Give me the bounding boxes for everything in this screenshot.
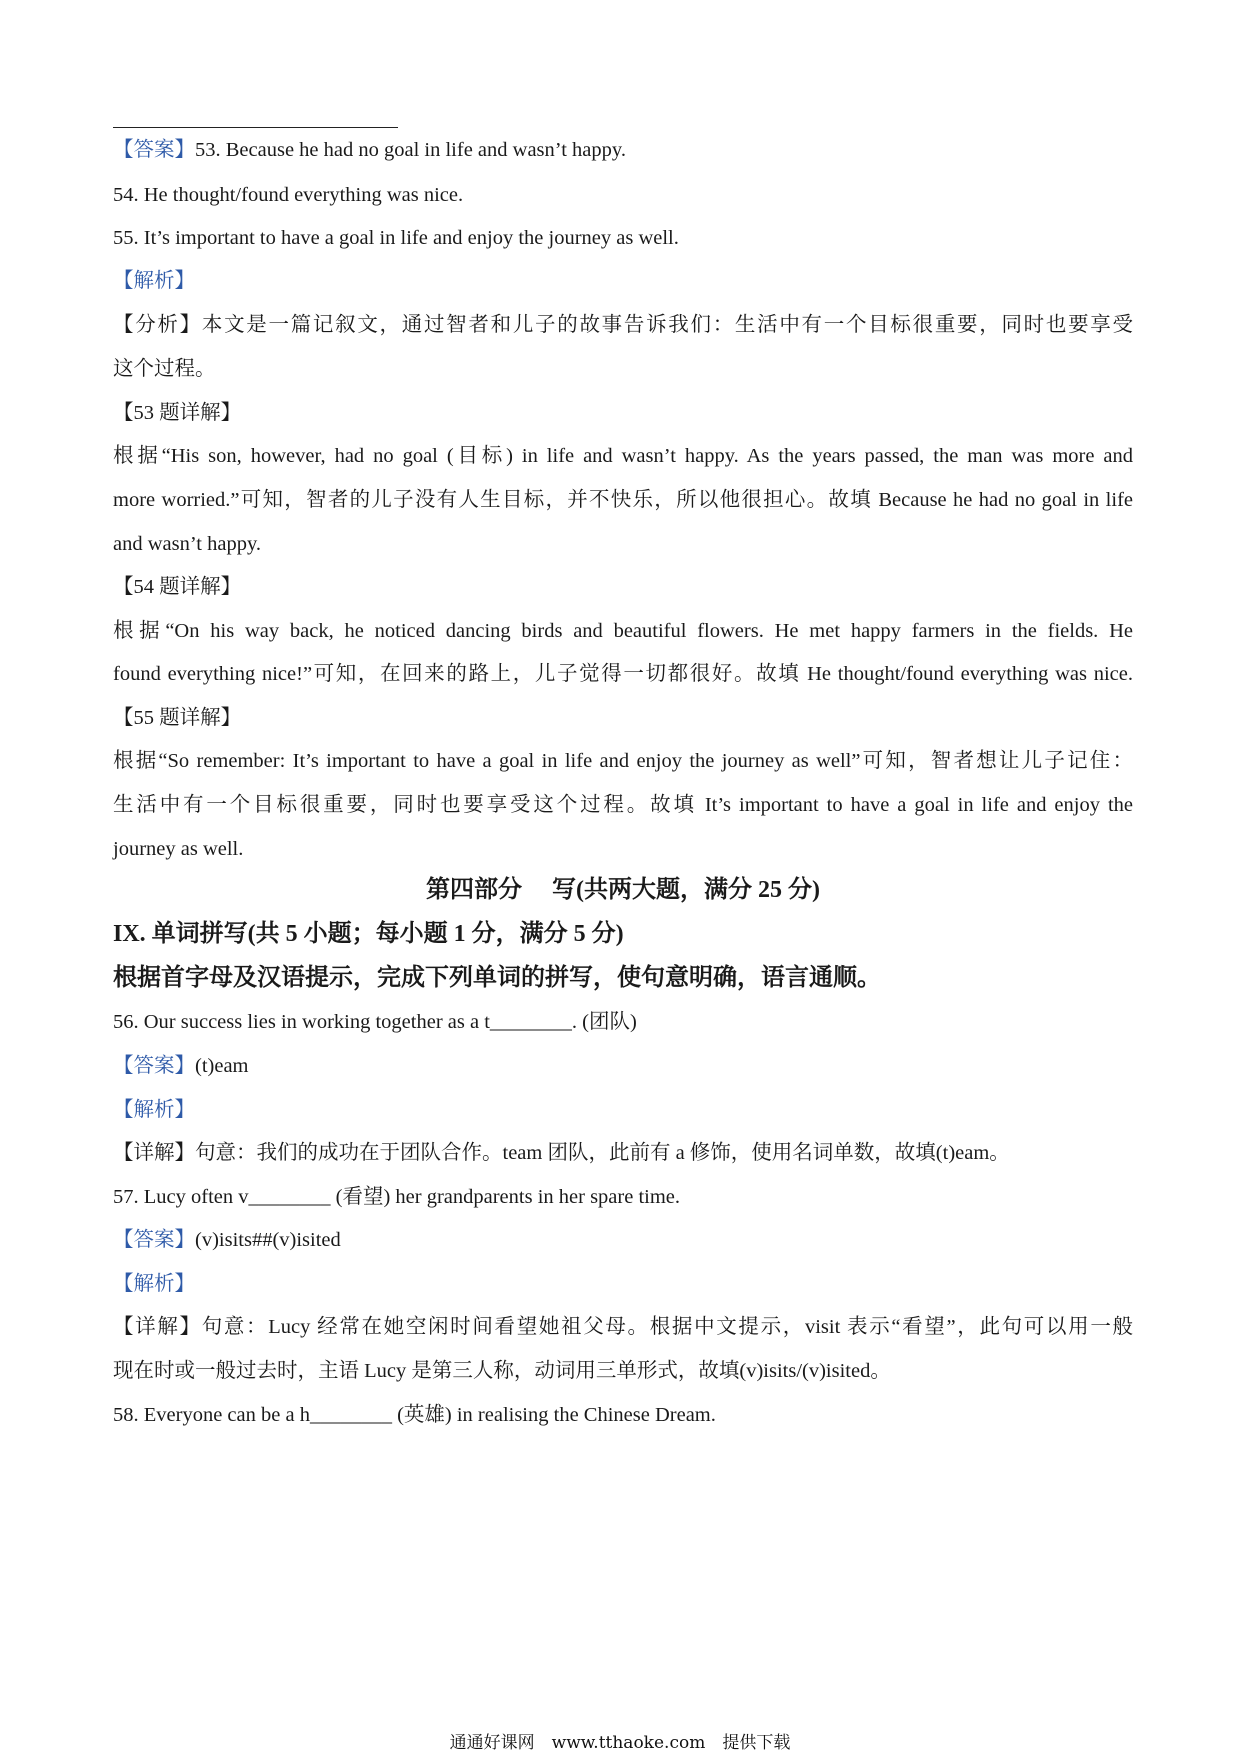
summary-label: 【分析】: [113, 314, 202, 336]
q53-detail-label: 【53 题详解】: [113, 402, 242, 424]
q55-detail-label: 【55 题详解】: [113, 707, 242, 729]
answer-label: 【答案】: [113, 139, 195, 161]
q57-answer: (v)isits##(v)isited: [195, 1229, 341, 1251]
summary-text-1: 本文是一篇记叙文，通过智者和儿子的故事告诉我们：生活中有一个目标很重要，同时也要享受: [201, 314, 1134, 336]
q55-detail-line-1: 根据“So remember: It’s important to have a goal in life and enjoy the journey as well”可知，智者想让儿子记住：: [113, 750, 1133, 772]
section-instruction: 根据首字母及汉语提示，完成下列单词的拼写，使句意明确，语言通顺。: [113, 965, 881, 991]
summary-line-2: 这个过程。: [113, 358, 216, 380]
q56-answer-line: [113, 1053, 249, 1079]
detail-label: 【详解】: [113, 1142, 195, 1164]
summary-line-1: [113, 312, 1133, 338]
answer-53-text: 53. Because he had no goal in life and wasn’t happy.: [195, 139, 626, 161]
q56-detail-line: [113, 1140, 1010, 1166]
q56-detail: 句意：我们的成功在于团队合作。team 团队，此前有 a 修饰，使用名词单数，故填(t)eam。: [195, 1142, 1010, 1164]
q57-answer-line: [113, 1227, 341, 1253]
analysis-label: 【解析】: [113, 1099, 195, 1121]
answer-54-text: 54. He thought/found everything was nice.: [113, 184, 464, 206]
q57-detail-line-1: [113, 1314, 1133, 1340]
answer-55-text: 55. It’s important to have a goal in life and enjoy the journey as well.: [113, 227, 679, 249]
section-ix-title: IX. 单词拼写(共 5 小题；每小题 1 分，满分 5 分): [113, 921, 624, 947]
q55-detail-line-2: 生活中有一个目标很重要，同时也要享受这个过程。故填 It’s important to have a goal in life and enjoy the: [113, 794, 1133, 816]
part-four-title: 第四部分 写(共两大题，满分 25 分): [426, 877, 820, 903]
q56-answer: (t)eam: [195, 1055, 249, 1077]
q54-detail-label: 【54 题详解】: [113, 576, 242, 598]
answer-label: 【答案】: [113, 1055, 195, 1077]
q56-question: 56. Our success lies in working together as a t________. (团队): [113, 1011, 637, 1033]
q54-detail-line-2: found everything nice!”可知，在回来的路上，儿子觉得一切都很好。故填 He thought/found everything was nice.: [113, 663, 1133, 685]
q57-detail-line-2: 现在时或一般过去时，主语 Lucy 是第三人称，动词用三单形式，故填(v)isits/(v)isited。: [113, 1360, 891, 1382]
analysis-label: 【解析】: [113, 1273, 195, 1295]
q57-detail-1: 句意：Lucy 经常在她空闲时间看望她祖父母。根据中文提示，visit 表示“看望”，此句可以用一般: [201, 1316, 1134, 1338]
analysis-label: 【解析】: [113, 270, 195, 292]
page-footer: 通通好课网 www.tthaoke.com 提供下载: [449, 1733, 791, 1753]
q53-detail-line-2: more worried.”可知，智者的儿子没有人生目标，并不快乐，所以他很担心。故填 Because he had no goal in life: [113, 489, 1133, 511]
footnote-separator-rule: [113, 127, 398, 128]
q57-question: 57. Lucy often v________ (看望) her grandparents in her spare time.: [113, 1186, 681, 1208]
q58-question: 58. Everyone can be a h________ (英雄) in realising the Chinese Dream.: [113, 1404, 716, 1426]
q53-detail-line-1: 根据“His son, however, had no goal (目标) in life and wasn’t happy. As the years passed, the man was more and: [113, 445, 1133, 467]
answer-label: 【答案】: [113, 1229, 195, 1251]
q55-detail-line-3: journey as well.: [113, 838, 244, 860]
detail-label: 【详解】: [113, 1316, 202, 1338]
q54-detail-line-1: 根据“On his way back, he noticed dancing birds and beautiful flowers. He met happy farmers in the fields. He: [113, 620, 1133, 642]
q53-detail-line-3: and wasn’t happy.: [113, 533, 262, 555]
answer-53-line: [113, 137, 626, 163]
